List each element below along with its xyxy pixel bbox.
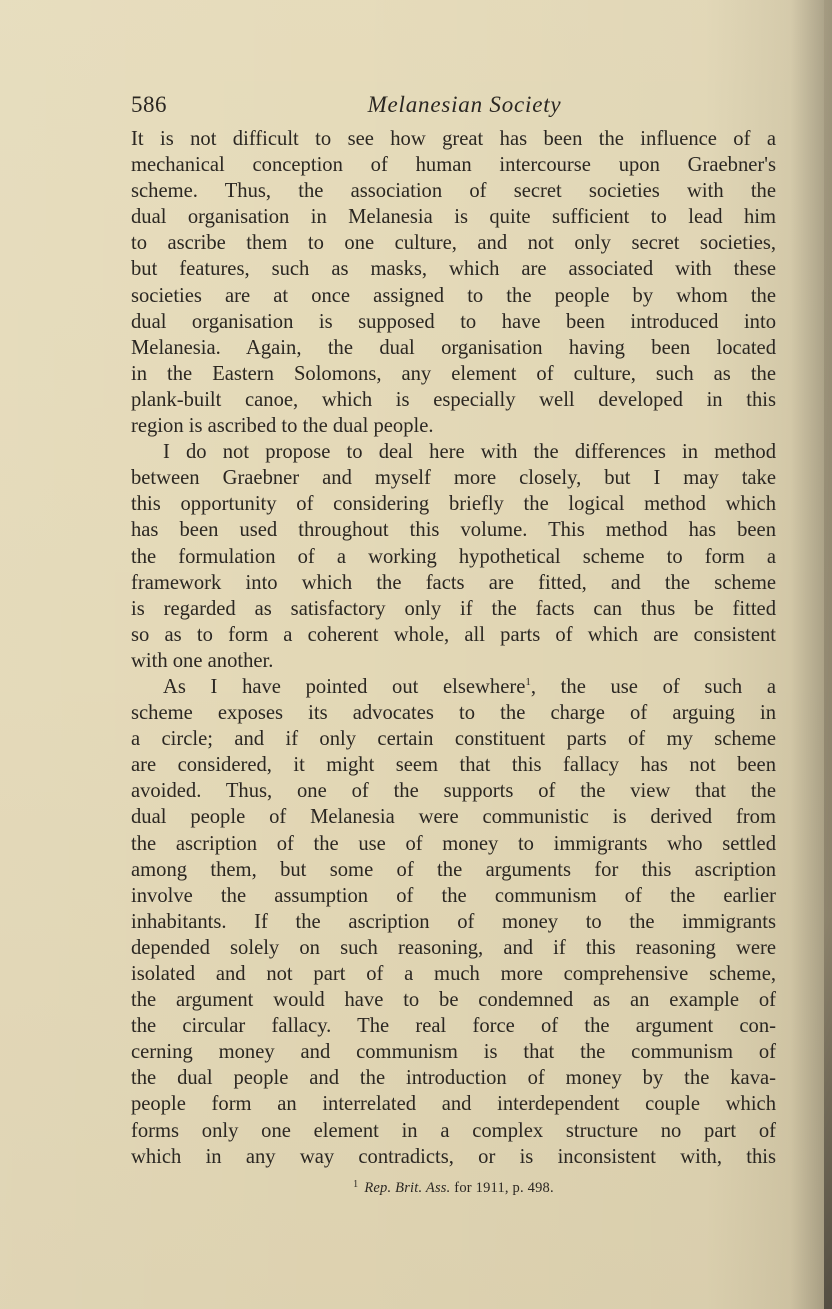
text-line: societies are at once assigned to the people by whom the	[131, 284, 776, 307]
paragraph-1	[131, 126, 776, 439]
text-line: cerning money and communism is that the communism of	[131, 1041, 776, 1064]
text-line: depended solely on such reasoning, and if this reasoning were	[131, 936, 776, 959]
text-line: It is not difficult to see how great has been the influence of a	[131, 128, 776, 150]
footnotes	[131, 1180, 776, 1197]
text-line: but features, such as masks, which are associated with these	[131, 258, 776, 281]
text-line: with one another.	[131, 649, 274, 672]
text-line: dual people of Melanesia were communistic is derived from	[131, 806, 776, 829]
text-line: dual organisation in Melanesia is quite sufficient to lead him	[131, 206, 776, 229]
footnote-1	[131, 1180, 776, 1197]
running-title: Melanesian Society	[367, 92, 562, 117]
text-line: avoided. Thus, one of the supports of the view that the	[131, 780, 776, 803]
text-line: involve the assumption of the communism of the earlier	[131, 884, 776, 907]
paragraph-3	[131, 674, 776, 1170]
text-line: among them, but some of the arguments for this ascription	[131, 858, 776, 881]
footnote-text: for 1911, p. 498.	[450, 1180, 554, 1196]
text-line: is regarded as satisfactory only if the facts can thus be fitted	[131, 597, 776, 620]
text-fragment: , the use of such a	[530, 675, 776, 698]
text-line: this opportunity of considering briefly the logical method which	[131, 493, 776, 516]
page-number: 586	[131, 92, 167, 117]
book-page	[131, 92, 776, 1170]
text-line: in the Eastern Solomons, any element of culture, such as the	[131, 362, 776, 385]
text-line: are considered, it might seem that this fallacy has not been	[131, 754, 776, 777]
text-line: between Graebner and myself more closely, but I may take	[131, 467, 776, 490]
footnote-source: Rep. Brit. Ass.	[364, 1180, 451, 1196]
text-line: inhabitants. If the ascription of money to the immigrants	[131, 910, 776, 933]
footnote-marker: 1	[353, 1179, 359, 1190]
text-line: which in any way contradicts, or is inconsistent with, this	[131, 1145, 776, 1168]
text-line	[131, 674, 776, 700]
text-line: so as to form a coherent whole, all parts of which are consistent	[131, 623, 776, 646]
text-line: Melanesia. Again, the dual organisation having been located	[131, 336, 776, 359]
page-edge-shadow	[824, 0, 832, 1309]
paragraph-2	[131, 439, 776, 674]
text-line: to ascribe them to one culture, and not only secret societies,	[131, 232, 776, 255]
text-fragment: As I have pointed out elsewhere	[163, 675, 526, 698]
text-line: scheme. Thus, the association of secret societies with the	[131, 180, 776, 203]
text-line: the argument would have to be condemned as an example of	[131, 989, 776, 1012]
text-line: mechanical conception of human intercourse upon Graebner's	[131, 154, 776, 177]
text-line: framework into which the facts are fitted, and the scheme	[131, 571, 776, 594]
text-line: has been used throughout this volume. This method has been	[131, 519, 776, 542]
text-line: the dual people and the introduction of money by the kava-	[131, 1067, 776, 1090]
text-line: the formulation of a working hypothetical scheme to form a	[131, 545, 776, 568]
text-line: the ascription of the use of money to immigrants who settled	[131, 832, 776, 855]
text-line: isolated and not part of a much more comprehensive scheme,	[131, 963, 776, 985]
body-text	[131, 126, 776, 1170]
footnote-reference[interactable]: 1	[525, 675, 531, 688]
text-line: forms only one element in a complex structure no part of	[131, 1119, 776, 1142]
running-head	[131, 92, 776, 126]
text-line: scheme exposes its advocates to the charge of arguing in	[131, 702, 776, 725]
text-line: a circle; and if only certain constituent parts of my scheme	[131, 728, 776, 751]
text-line: region is ascribed to the dual people.	[131, 415, 434, 438]
text-line: the circular fallacy. The real force of the argument con-	[131, 1015, 776, 1038]
text-line: plank-built canoe, which is especially well developed in this	[131, 388, 776, 411]
text-line: I do not propose to deal here with the differences in method	[163, 441, 776, 464]
text-line: people form an interrelated and interdependent couple which	[131, 1093, 776, 1116]
text-line: dual organisation is supposed to have been introduced into	[131, 310, 776, 333]
